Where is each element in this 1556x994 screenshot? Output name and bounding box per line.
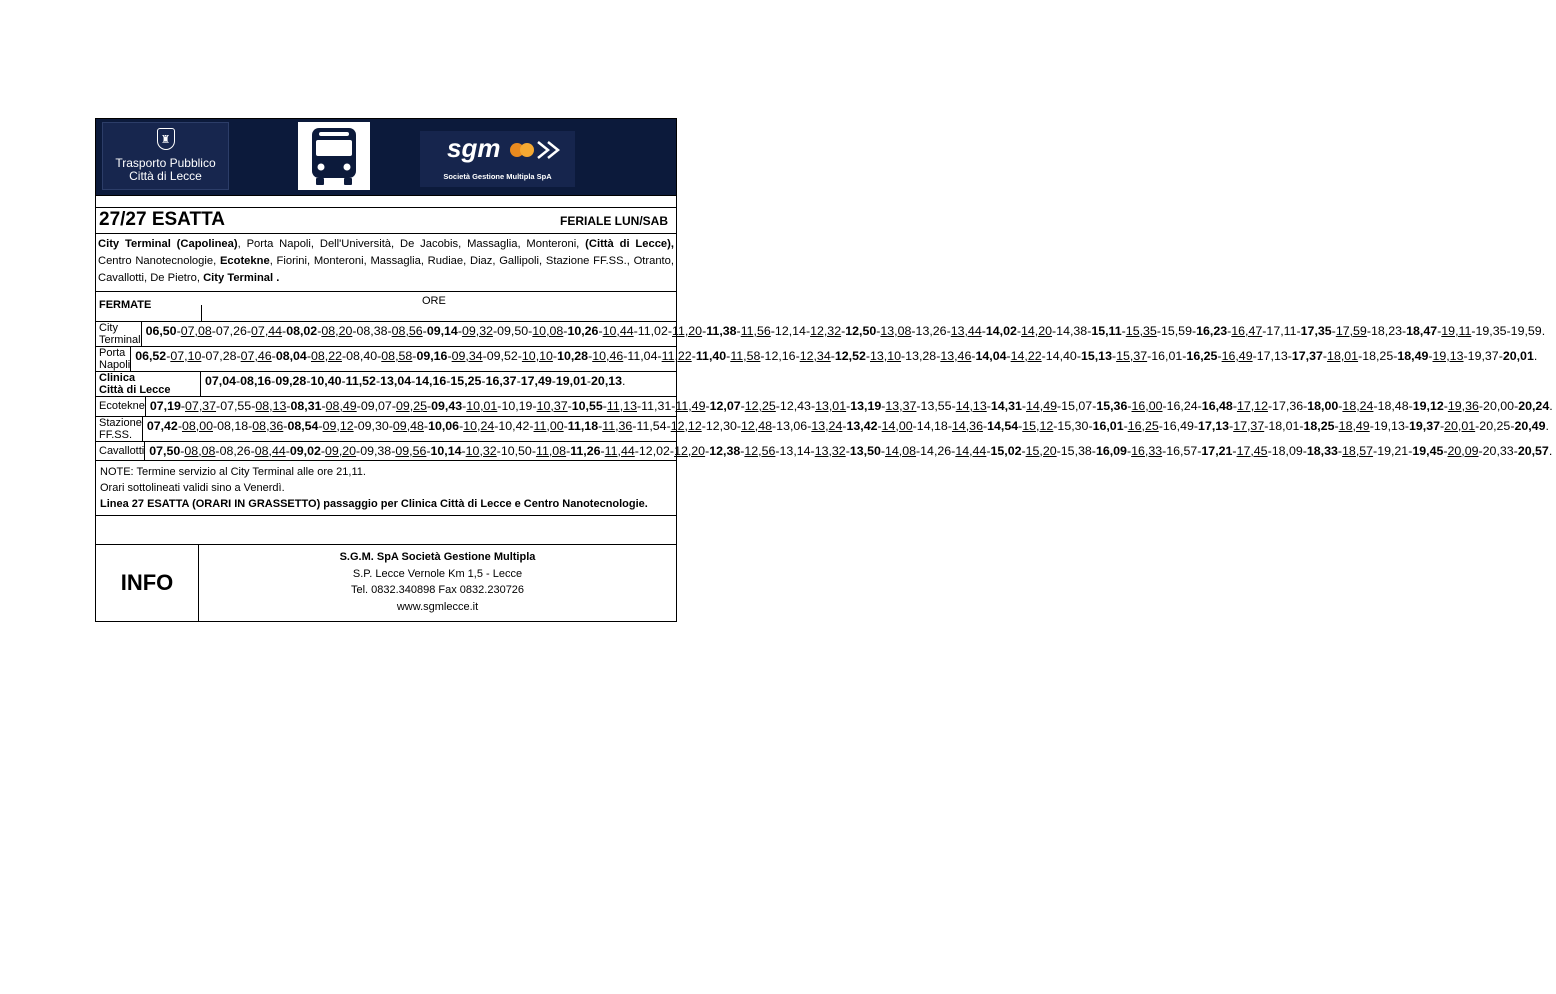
timetable-sheet	[95, 118, 1553, 622]
departure-time: 18,25	[1362, 349, 1394, 363]
departure-time: 18,33	[1306, 443, 1338, 458]
departure-time: 10,40	[310, 374, 342, 388]
sgm-subtitle: Società Gestione Multipla SpA	[443, 172, 552, 181]
city-crest-icon: ♜	[157, 128, 175, 150]
departure-time: 16,48	[1201, 399, 1233, 413]
sgm-arrow-icon	[536, 139, 564, 161]
departure-time: 12,34	[799, 349, 831, 363]
departure-time: 09,02	[289, 443, 321, 458]
departure-time: 18,48	[1377, 399, 1409, 413]
departure-time: 12,48	[741, 418, 773, 433]
departure-time: 07,08	[180, 324, 212, 338]
departure-time: 11,22	[661, 349, 692, 363]
departure-time: 18,24	[1342, 399, 1374, 413]
departure-time: 07,26	[215, 324, 247, 338]
col-stops-header: FERMATE	[99, 299, 152, 311]
company-name: S.G.M. SpA Società Gestione Multipla	[339, 551, 536, 563]
departure-time: 19,11	[1441, 324, 1472, 338]
departure-time: 10,28	[557, 349, 589, 363]
departure-time: 15,30	[1057, 418, 1089, 433]
departure-time: 13,46	[940, 349, 972, 363]
departure-time: 14,08	[885, 443, 917, 458]
departure-time: 14,13	[955, 399, 987, 413]
departure-time: 09,32	[461, 324, 493, 338]
departure-time: 12,16	[764, 349, 796, 363]
departure-time: 06,52	[135, 349, 167, 363]
departure-time: 20,01	[1444, 418, 1476, 433]
departure-time: 08,22	[310, 349, 342, 363]
departure-time: 09,25	[395, 399, 427, 413]
departure-time: 11,20	[671, 324, 703, 338]
departure-time: 16,57	[1166, 443, 1198, 458]
departure-time: 17,13	[1256, 349, 1288, 363]
departure-time: 07,10	[170, 349, 202, 363]
departure-time: 15,02	[990, 443, 1022, 458]
bus-icon	[298, 122, 370, 190]
departure-time: 14,26	[920, 443, 952, 458]
departure-time: 19,12	[1412, 399, 1444, 413]
departure-time: 12,02	[638, 443, 670, 458]
departure-time: 12,32	[810, 324, 842, 338]
departure-time: 16,24	[1166, 399, 1198, 413]
departure-time: 10,32	[465, 443, 497, 458]
departure-time: 19,13	[1432, 349, 1464, 363]
departure-time: 09,50	[497, 324, 529, 338]
departure-time: 08,26	[219, 443, 251, 458]
departure-time: 11,44	[604, 443, 635, 458]
departure-time: 09,56	[395, 443, 427, 458]
departure-time: 12,56	[744, 443, 776, 458]
col-times-header: ORE	[422, 295, 446, 307]
departure-time: 08,20	[321, 324, 353, 338]
line-title-row	[96, 207, 676, 234]
departure-time: 20,24	[1518, 399, 1550, 413]
departure-time: 17,12	[1236, 399, 1268, 413]
departure-time: 10,55	[571, 399, 603, 413]
departure-time: 13,28	[905, 349, 937, 363]
departure-time: 07,28	[205, 349, 237, 363]
departure-time: 13,37	[885, 399, 917, 413]
departure-time: 19,45	[1412, 443, 1444, 458]
departure-time: 10,14	[430, 443, 462, 458]
departure-time: 10,19	[501, 399, 533, 413]
departure-time: 17,13	[1198, 418, 1230, 433]
departure-time: 15,35	[1125, 324, 1157, 338]
departure-time: 13,32	[814, 443, 846, 458]
route-segment: , Porta Napoli, Dell'Università, De Jacobis, Massaglia, Monteroni,	[237, 238, 586, 250]
stop-name	[96, 372, 201, 396]
departure-time: 11,18	[567, 418, 599, 433]
departure-time: 20,00	[1483, 399, 1515, 413]
info-row	[96, 545, 676, 622]
departure-time: 17,45	[1236, 443, 1268, 458]
trasporto-pubblico-logo	[102, 122, 229, 190]
departure-time: 08,18	[217, 418, 249, 433]
departure-time: 11,58	[730, 349, 761, 363]
departure-time: 10,37	[536, 399, 568, 413]
departure-time: 11,13	[606, 399, 637, 413]
departure-time: 13,19	[850, 399, 882, 413]
departure-time: 10,01	[466, 399, 498, 413]
departure-time: 12,50	[845, 324, 877, 338]
stop-row	[96, 372, 676, 397]
departure-time: 19,36	[1447, 399, 1479, 413]
departure-time: 10,42	[498, 418, 530, 433]
departure-time: 18,00	[1307, 399, 1339, 413]
departure-time: 09,14	[426, 324, 458, 338]
departure-time: 09,20	[325, 443, 357, 458]
route-segment: City Terminal .	[203, 272, 280, 284]
departure-time: 07,44	[251, 324, 283, 338]
departure-time: 18,49	[1338, 418, 1370, 433]
departure-time: 13,04	[380, 374, 412, 388]
departure-time: 15,59	[1160, 324, 1192, 338]
stop-name	[96, 347, 131, 371]
departure-time: 18,01	[1268, 418, 1300, 433]
departure-time: 16,37	[485, 374, 517, 388]
departure-time: 15,38	[1060, 443, 1092, 458]
departure-time: 09,12	[322, 418, 354, 433]
departure-time: 12,07	[709, 399, 741, 413]
departure-time: 07,42	[146, 418, 178, 433]
departure-time: 18,09	[1271, 443, 1303, 458]
departure-time: 11,04	[627, 349, 658, 363]
departure-time: 17,37	[1233, 418, 1265, 433]
departure-time: 17,35	[1300, 324, 1332, 338]
departure-time: 11,02	[637, 324, 668, 338]
note-2: Orari sottolineati validi sino a Venerdì.	[100, 482, 285, 494]
departure-time: 07,46	[240, 349, 272, 363]
departure-time: 15,25	[450, 374, 482, 388]
departure-time: 11,52	[345, 374, 376, 388]
departure-time: 13,06	[776, 418, 808, 433]
departure-time: 20,13	[591, 374, 623, 388]
departure-time: 16,25	[1127, 418, 1159, 433]
departure-time: 19,35	[1475, 324, 1507, 338]
table-header	[96, 292, 676, 322]
departure-time: 09,07	[360, 399, 392, 413]
departure-time: 08,04	[275, 349, 307, 363]
departure-time: 14,22	[1010, 349, 1042, 363]
departure-time: 11,40	[695, 349, 727, 363]
departure-time: 16,01	[1151, 349, 1183, 363]
departure-time: 10,26	[567, 324, 599, 338]
route-description	[96, 234, 676, 292]
departure-time: 13,10	[870, 349, 902, 363]
stop-times: 06,52-07,10-07,28-07,46-08,04-08,22-08,40-08,58-09,16-09,34-09,52-10,10-10,28-10,46-11,04-11,22-11,40-11,58-12,16-12,34-12,52-13,10-13,28-13,46-14,04-14,22-14,40-15,13-15,37-16,01-16,25-16,49-17,13-17,37-18,01-18,25-18,49-19,13-19,37-20,01.	[135, 349, 1538, 363]
departure-time: 15,13	[1080, 349, 1112, 363]
stop-name-text: City Terminal	[99, 322, 141, 346]
departure-time: 10,10	[521, 349, 553, 363]
departure-time: 07,04	[205, 374, 237, 388]
departure-time: 08,58	[381, 349, 413, 363]
departure-time: 12,30	[705, 418, 737, 433]
departure-time: 08,54	[287, 418, 319, 433]
stop-name-text: Ecotekne	[99, 400, 145, 413]
departure-time: 16,23	[1196, 324, 1228, 338]
departure-time: 12,12	[670, 418, 702, 433]
departure-time: 13,08	[880, 324, 912, 338]
departure-time: 18,25	[1303, 418, 1335, 433]
departure-time: 08,38	[356, 324, 388, 338]
departure-time: 10,06	[428, 418, 460, 433]
stop-name	[96, 322, 142, 346]
departure-time: 11,31	[641, 399, 672, 413]
stop-name-text: Stazione FF.SS.	[99, 416, 142, 441]
departure-time: 19,13	[1373, 418, 1405, 433]
departure-time: 09,38	[360, 443, 392, 458]
departure-time: 09,28	[275, 374, 307, 388]
departure-time: 20,01	[1502, 349, 1534, 363]
departure-time: 08,40	[346, 349, 378, 363]
departure-time: 17,37	[1291, 349, 1323, 363]
departure-time: 09,43	[431, 399, 463, 413]
departure-time: 14,02	[985, 324, 1017, 338]
sgm-dot-icon-2	[520, 143, 534, 157]
departure-time: 16,00	[1131, 399, 1163, 413]
line-title: 27/27 ESATTA	[99, 209, 226, 230]
departure-time: 16,49	[1162, 418, 1194, 433]
stop-row	[96, 416, 1549, 442]
departure-time: 16,33	[1131, 443, 1163, 458]
notes-block	[96, 461, 676, 516]
service-days: FERIALE LUN/SAB	[560, 214, 668, 228]
company-website[interactable]: www.sgmlecce.it	[396, 600, 479, 613]
departure-time: 10,46	[592, 349, 624, 363]
departure-time: 15,20	[1025, 443, 1057, 458]
departure-time: 17,49	[520, 374, 552, 388]
stop-name-text-2: Città di Lecce	[99, 384, 171, 396]
route-segment: (Città di Lecce),	[585, 238, 674, 250]
departure-time: 11,56	[740, 324, 771, 338]
departure-time: 08,02	[286, 324, 318, 338]
departure-time: 18,01	[1327, 349, 1359, 363]
departure-time: 19,21	[1377, 443, 1409, 458]
departure-time: 19,01	[555, 374, 587, 388]
departure-time: 19,37	[1408, 418, 1440, 433]
departure-time: 17,21	[1201, 443, 1233, 458]
contact-block	[199, 545, 676, 621]
company-phone: Tel. 0832.340898 Fax 0832.230726	[350, 584, 525, 596]
departure-time: 06,50	[145, 324, 177, 338]
departure-time: 08,56	[391, 324, 423, 338]
note-3: Linea 27 ESATTA (ORARI IN GRASSETTO) passaggio per Clinica Città di Lecce e Centro Nanotecnologie.	[100, 498, 648, 510]
departure-time: 14,00	[881, 418, 913, 433]
route-segment: , Fiorini, Monteroni, Massaglia, Rudiae, Diaz, Gallipoli, Stazione FF.SS., Otranto, Cavallotti, De Pietro,	[98, 255, 674, 284]
column-divider	[201, 305, 202, 322]
departure-time: 08,31	[290, 399, 322, 413]
info-label: INFO	[96, 545, 199, 621]
stop-row	[96, 347, 1538, 372]
departure-time: 08,00	[181, 418, 213, 433]
departure-time: 15,07	[1061, 399, 1093, 413]
departure-time: 12,52	[834, 349, 866, 363]
departure-time: 08,44	[254, 443, 286, 458]
departure-time: 17,59	[1335, 324, 1367, 338]
departure-time: 12,14	[774, 324, 806, 338]
departure-time: 08,13	[255, 399, 287, 413]
stop-name-text: Cavallotti	[99, 444, 145, 457]
departure-time: 07,55	[220, 399, 252, 413]
departure-time: 20,25	[1479, 418, 1511, 433]
departure-time: 11,49	[675, 399, 706, 413]
stop-row	[96, 442, 1553, 462]
departure-time: 14,54	[987, 418, 1019, 433]
departure-time: 09,30	[357, 418, 389, 433]
departure-time: 11,36	[602, 418, 633, 433]
departure-time: 16,01	[1092, 418, 1124, 433]
departure-time: 13,50	[849, 443, 881, 458]
stop-name	[96, 417, 143, 441]
stop-row	[96, 397, 1553, 417]
departure-time: 18,49	[1397, 349, 1429, 363]
departure-time: 10,50	[500, 443, 532, 458]
spacer	[96, 195, 676, 207]
departure-time: 14,38	[1056, 324, 1088, 338]
departure-time: 14,36	[951, 418, 983, 433]
stop-times: 07,42-08,00-08,18-08,36-08,54-09,12-09,30-09,48-10,06-10,24-10,42-11,00-11,18-11,36-11,54-12,12-12,30-12,48-13,06-13,24-13,42-14,00-14,18-14,36-14,54-15,12-15,30-16,01-16,25-16,49-17,13-17,37-18,01-18,25-18,49-19,13-19,37-20,01-20,25-20,49.	[146, 418, 1549, 433]
sgm-logo	[420, 131, 575, 187]
departure-time: 15,36	[1096, 399, 1128, 413]
departure-time: 08,49	[325, 399, 357, 413]
route-segment: Centro Nanotecnologie,	[98, 255, 220, 267]
departure-time: 14,04	[975, 349, 1007, 363]
stop-row	[96, 322, 1546, 347]
departure-time: 19,59	[1510, 324, 1542, 338]
departure-time: 08,16	[240, 374, 272, 388]
departure-time: 18,23	[1370, 324, 1402, 338]
departure-time: 13,14	[779, 443, 811, 458]
departure-time: 13,24	[811, 418, 843, 433]
stops-table	[96, 322, 1553, 461]
departure-time: 12,25	[744, 399, 776, 413]
departure-time: 09,16	[416, 349, 448, 363]
departure-time: 18,47	[1406, 324, 1438, 338]
departure-time: 14,18	[916, 418, 948, 433]
departure-time: 11,00	[533, 418, 564, 433]
departure-time: 11,38	[706, 324, 737, 338]
departure-time: 15,12	[1022, 418, 1054, 433]
departure-time: 17,36	[1272, 399, 1304, 413]
departure-time: 20,09	[1447, 443, 1479, 458]
departure-time: 14,20	[1021, 324, 1053, 338]
spacer-row	[96, 516, 676, 545]
departure-time: 16,47	[1231, 324, 1263, 338]
departure-time: 09,48	[392, 418, 424, 433]
company-address: S.P. Lecce Vernole Km 1,5 - Lecce	[352, 567, 523, 580]
departure-time: 14,44	[955, 443, 987, 458]
departure-time: 07,19	[149, 399, 181, 413]
departure-time: 12,43	[779, 399, 811, 413]
departure-time: 10,44	[602, 324, 634, 338]
departure-time: 20,49	[1514, 418, 1546, 433]
route-segment: City Terminal (Capolinea)	[98, 238, 238, 250]
stop-times: 07,04-08,16-09,28-10,40-11,52-13,04-14,16-15,25-16,37-17,49-19,01-20,13.	[205, 374, 626, 388]
departure-time: 16,49	[1221, 349, 1253, 363]
departure-time: 16,09	[1095, 443, 1127, 458]
departure-time: 09,52	[486, 349, 518, 363]
stop-times: 07,19-07,37-07,55-08,13-08,31-08,49-09,07-09,25-09,43-10,01-10,19-10,37-10,55-11,13-11,31-11,49-12,07-12,25-12,43-13,01-13,19-13,37-13,55-14,13-14,31-14,49-15,07-15,36-16,00-16,24-16,48-17,12-17,36-18,00-18,24-18,48-19,12-19,36-20,00-20,24.	[149, 399, 1553, 413]
departure-time: 07,50	[149, 443, 181, 458]
departure-time: 10,24	[463, 418, 495, 433]
departure-time: 14,40	[1045, 349, 1077, 363]
stop-times: 06,50-07,08-07,26-07,44-08,02-08,20-08,38-08,56-09,14-09,32-09,50-10,08-10,26-10,44-11,02-11,20-11,38-11,56-12,14-12,32-12,50-13,08-13,26-13,44-14,02-14,20-14,38-15,11-15,35-15,59-16,23-16,47-17,11-17,35-17,59-18,23-18,47-19,11-19,35-19,59.	[145, 324, 1546, 338]
departure-time: 11,26	[570, 443, 601, 458]
stop-times: 07,50-08,08-08,26-08,44-09,02-09,20-09,38-09,56-10,14-10,32-10,50-11,08-11,26-11,44-12,02-12,20-12,38-12,56-13,14-13,32-13,50-14,08-14,26-14,44-15,02-15,20-15,38-16,09-16,33-16,57-17,21-17,45-18,09-18,33-18,57-19,21-19,45-20,09-20,33-20,57.	[149, 443, 1553, 458]
departure-time: 17,11	[1266, 324, 1297, 338]
departure-time: 16,25	[1186, 349, 1218, 363]
departure-time: 13,44	[950, 324, 982, 338]
stop-name-text: Porta Napoli	[99, 347, 131, 371]
departure-time: 08,36	[252, 418, 284, 433]
sgm-wordmark: sgm	[447, 133, 501, 163]
departure-time: 13,42	[846, 418, 878, 433]
header-banner	[96, 118, 676, 195]
departure-time: 13,26	[915, 324, 947, 338]
departure-time: 14,16	[415, 374, 447, 388]
departure-time: 19,37	[1467, 349, 1499, 363]
stop-name	[96, 397, 146, 416]
departure-time: 12,20	[674, 443, 706, 458]
stop-name-text: Clinica	[99, 372, 136, 384]
departure-time: 14,31	[990, 399, 1022, 413]
stop-name	[96, 442, 145, 461]
departure-time: 11,54	[636, 418, 667, 433]
departure-time: 14,49	[1026, 399, 1058, 413]
departure-time: 11,08	[535, 443, 567, 458]
departure-time: 18,57	[1342, 443, 1374, 458]
departure-time: 07,37	[185, 399, 217, 413]
departure-time: 09,34	[451, 349, 483, 363]
route-segment: Ecotekne	[219, 255, 270, 267]
departure-time: 15,11	[1091, 324, 1122, 338]
note-1: NOTE: Termine servizio al City Terminal alle ore 21,11.	[100, 466, 366, 478]
departure-time: 12,38	[709, 443, 741, 458]
departure-time: 20,33	[1482, 443, 1514, 458]
logo-line-2: Città di Lecce	[129, 169, 202, 183]
departure-time: 13,01	[815, 399, 847, 413]
logo-line-1: Trasporto Pubblico	[115, 156, 216, 170]
departure-time: 15,37	[1116, 349, 1148, 363]
departure-time: 10,08	[532, 324, 564, 338]
departure-time: 08,08	[184, 443, 216, 458]
departure-time: 20,57	[1517, 443, 1549, 458]
departure-time: 13,55	[920, 399, 952, 413]
